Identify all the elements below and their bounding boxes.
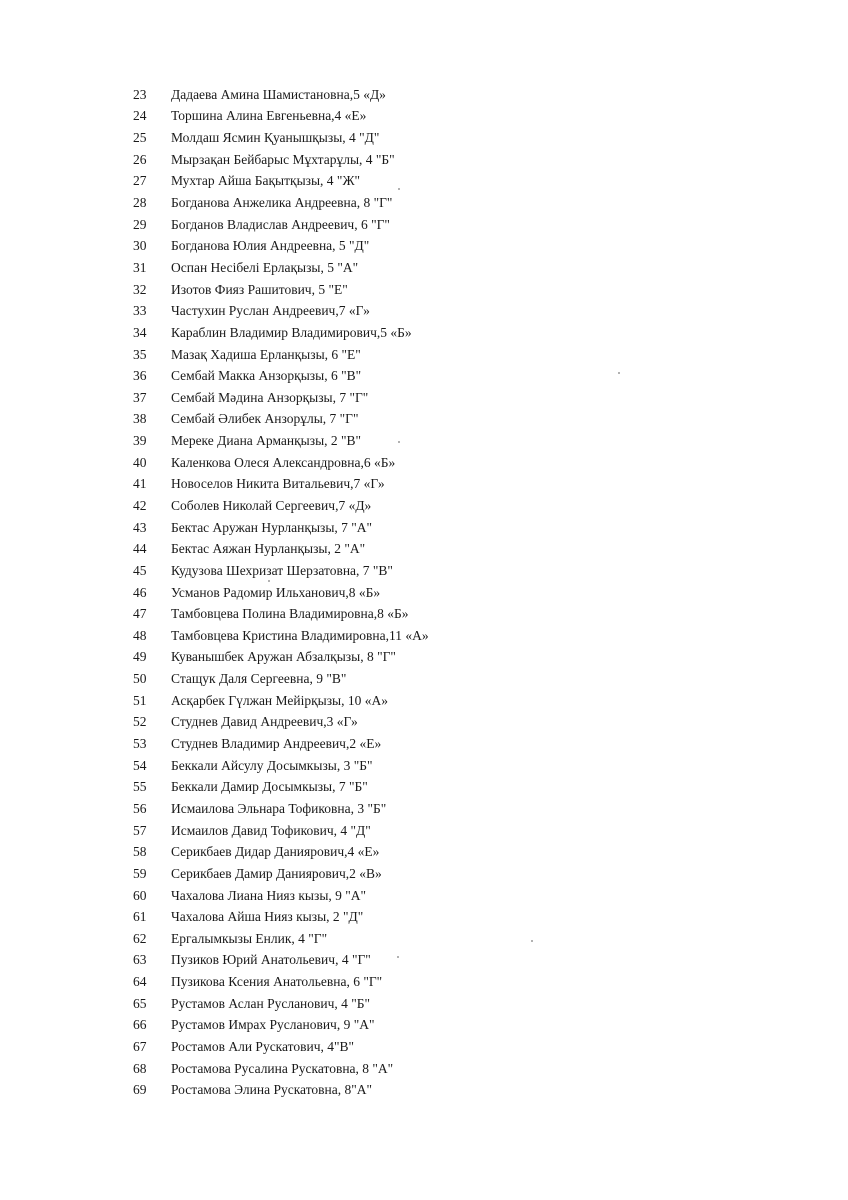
student-entry: Соболев Николай Сергеевич,7 «Д» [171, 497, 372, 513]
list-item [133, 235, 429, 257]
student-entry: Богданова Юлия Андреевна, 5 "Д" [171, 238, 370, 254]
student-entry: Каленкова Олеся Александровна,6 «Б» [171, 454, 396, 470]
list-item [133, 993, 429, 1015]
row-number: 69 [133, 1082, 147, 1098]
student-entry: Бектас Аяжан Нурланқызы, 2 "А" [171, 541, 366, 557]
row-number: 28 [133, 195, 147, 211]
row-number: 40 [133, 454, 147, 470]
student-entry: Новоселов Никита Витальевич,7 «Г» [171, 476, 385, 492]
list-item [133, 1036, 429, 1058]
row-number: 33 [133, 303, 147, 319]
row-number: 65 [133, 995, 147, 1011]
row-number: 39 [133, 433, 147, 449]
scan-speck [397, 956, 399, 958]
scan-speck [618, 372, 620, 374]
list-item [133, 409, 429, 431]
list-item [133, 603, 429, 625]
list-item [133, 474, 429, 496]
list-item [133, 560, 429, 582]
row-number: 63 [133, 952, 147, 968]
student-entry: Ростамова Русалина Рускатовна, 8 "А" [171, 1060, 394, 1076]
student-entry: Оспан Несібелі Ерлақызы, 5 "А" [171, 259, 359, 275]
row-number: 64 [133, 974, 147, 990]
list-item [133, 452, 429, 474]
row-number: 57 [133, 822, 147, 838]
row-number: 60 [133, 887, 147, 903]
list-item [133, 214, 429, 236]
row-number: 42 [133, 497, 147, 513]
student-entry: Серикбаев Дамир Даниярович,2 «В» [171, 865, 382, 881]
list-item [133, 950, 429, 972]
student-entry: Ростамова Элина Рускатовна, 8"А" [171, 1082, 373, 1098]
list-item [133, 300, 429, 322]
list-item [133, 257, 429, 279]
student-entry: Караблин Владимир Владимирович,5 «Б» [171, 324, 412, 340]
list-item [133, 322, 429, 344]
student-entry: Студнев Давид Андреевич,3 «Г» [171, 714, 358, 730]
student-entry: Тамбовцева Кристина Владимировна,11 «А» [171, 627, 429, 643]
row-number: 67 [133, 1039, 147, 1054]
student-entry: Частухин Руслан Андреевич,7 «Г» [171, 303, 370, 319]
student-entry: Сембай Мәдина Анзорқызы, 7 "Г" [171, 389, 369, 405]
list-item [133, 538, 429, 560]
list-item [133, 841, 429, 863]
student-entry: Беккали Айсулу Досымкызы, 3 "Б" [171, 757, 373, 773]
row-number: 23 [133, 86, 147, 102]
row-number: 49 [133, 649, 147, 665]
student-entry: Изотов Фияз Рашитович, 5 "Е" [171, 281, 348, 297]
student-entry: Беккали Дамир Досымкызы, 7 "Б" [171, 779, 368, 795]
student-entry: Ростамов Али Рускатович, 4"В" [171, 1039, 355, 1054]
list-item [133, 1058, 429, 1080]
row-number: 56 [133, 800, 147, 816]
row-number: 53 [133, 736, 147, 752]
row-number: 48 [133, 627, 147, 643]
row-number: 58 [133, 844, 147, 860]
row-number: 31 [133, 259, 147, 275]
row-number: 26 [133, 151, 147, 167]
row-number: 41 [133, 476, 147, 492]
list-item [133, 106, 429, 128]
row-number: 52 [133, 714, 147, 730]
list-item [133, 668, 429, 690]
list-item [133, 582, 429, 604]
list-item [133, 906, 429, 928]
row-number: 47 [133, 606, 147, 622]
row-number: 27 [133, 173, 147, 189]
list-item [133, 430, 429, 452]
list-item [133, 192, 429, 214]
student-entry: Тамбовцева Полина Владимировна,8 «Б» [171, 606, 409, 622]
list-item [133, 1079, 429, 1101]
student-entry: Исмаилов Давид Тофикович, 4 "Д" [171, 822, 371, 838]
row-number: 38 [133, 411, 147, 427]
student-entry: Стащук Даля Сергеевна, 9 "В" [171, 671, 347, 687]
list-item [133, 1015, 429, 1037]
row-number: 46 [133, 584, 147, 600]
student-entry: Кудузова Шехризат Шерзатовна, 7 "В" [171, 562, 393, 578]
list-item [133, 517, 429, 539]
student-entry: Рустамов Аслан Русланович, 4 "Б" [171, 995, 371, 1011]
list-item [133, 820, 429, 842]
row-number: 66 [133, 1017, 147, 1033]
row-number: 37 [133, 389, 147, 405]
student-entry: Серикбаев Дидар Даниярович,4 «Е» [171, 844, 380, 860]
list-item [133, 344, 429, 366]
student-entry: Богданова Анжелика Андреевна, 8 "Г" [171, 195, 393, 211]
row-number: 68 [133, 1060, 147, 1076]
list-item [133, 279, 429, 301]
list-item [133, 777, 429, 799]
student-entry: Мырзақан Бейбарыс Мұхтарұлы, 4 "Б" [171, 151, 395, 167]
student-entry: Рустамов Имрах Русланович, 9 "А" [171, 1017, 375, 1033]
student-entry: Исмаилова Эльнара Тофиковна, 3 "Б" [171, 800, 387, 816]
row-number: 59 [133, 865, 147, 881]
list-item [133, 387, 429, 409]
row-number: 45 [133, 562, 147, 578]
list-item [133, 971, 429, 993]
list-item [133, 647, 429, 669]
row-number: 36 [133, 368, 147, 384]
student-entry: Сембай Макка Анзорқызы, 6 "В" [171, 368, 362, 384]
scan-speck [531, 940, 533, 942]
student-entry: Асқарбек Гүлжан Мейірқызы, 10 «А» [171, 692, 388, 708]
row-number: 34 [133, 324, 147, 340]
student-entry: Бектас Аружан Нурланқызы, 7 "А" [171, 519, 373, 535]
student-entry: Пузиков Юрий Анатольевич, 4 "Г" [171, 952, 371, 968]
student-entry: Молдаш Ясмин Қуанышқызы, 4 "Д" [171, 130, 380, 146]
row-number: 24 [133, 108, 147, 124]
list-item [133, 885, 429, 907]
student-entry: Чахалова Лиана Нияз кызы, 9 "А" [171, 887, 367, 903]
student-entry: Мереке Диана Арманқызы, 2 "В" [171, 433, 362, 449]
student-entry: Пузикова Ксения Анатольевна, 6 "Г" [171, 974, 383, 990]
student-list [133, 84, 429, 1101]
student-entry: Сембай Әлибек Анзорұлы, 7 "Г" [171, 411, 359, 427]
list-item [133, 171, 429, 193]
student-entry: Ергалымкызы Енлик, 4 "Г" [171, 930, 328, 946]
row-number: 25 [133, 130, 147, 146]
list-item [133, 928, 429, 950]
student-entry: Чахалова Айша Нияз кызы, 2 "Д" [171, 909, 364, 925]
list-item [133, 690, 429, 712]
student-entry: Мазақ Хадиша Ерланқызы, 6 "Е" [171, 346, 361, 362]
list-item [133, 84, 429, 106]
student-entry: Богданов Владислав Андреевич, 6 "Г" [171, 216, 390, 232]
student-entry: Куванышбек Аружан Абзалқызы, 8 "Г" [171, 649, 396, 665]
row-number: 30 [133, 238, 147, 254]
row-number: 55 [133, 779, 147, 795]
list-item [133, 733, 429, 755]
list-item [133, 365, 429, 387]
student-entry: Усманов Радомир Ильханович,8 «Б» [171, 584, 381, 600]
row-number: 44 [133, 541, 147, 557]
list-item [133, 495, 429, 517]
student-entry: Мухтар Айша Бақытқызы, 4 "Ж" [171, 173, 361, 189]
scan-speck [398, 188, 400, 190]
student-entry: Дадаева Амина Шамистановна,5 «Д» [171, 86, 386, 102]
row-number: 62 [133, 930, 147, 946]
list-item [133, 863, 429, 885]
row-number: 43 [133, 519, 147, 535]
list-item [133, 149, 429, 171]
list-item [133, 712, 429, 734]
row-number: 54 [133, 757, 147, 773]
list-item [133, 798, 429, 820]
row-number: 32 [133, 281, 147, 297]
list-item [133, 625, 429, 647]
list-item [133, 755, 429, 777]
row-number: 51 [133, 692, 147, 708]
row-number: 29 [133, 216, 147, 232]
scan-speck [268, 580, 270, 582]
row-number: 61 [133, 909, 147, 925]
row-number: 50 [133, 671, 147, 687]
student-entry: Торшина Алина Евгеньевна,4 «Е» [171, 108, 367, 124]
student-entry: Студнев Владимир Андреевич,2 «Е» [171, 736, 382, 752]
scan-speck [398, 441, 400, 443]
list-item [133, 127, 429, 149]
row-number: 35 [133, 346, 147, 362]
